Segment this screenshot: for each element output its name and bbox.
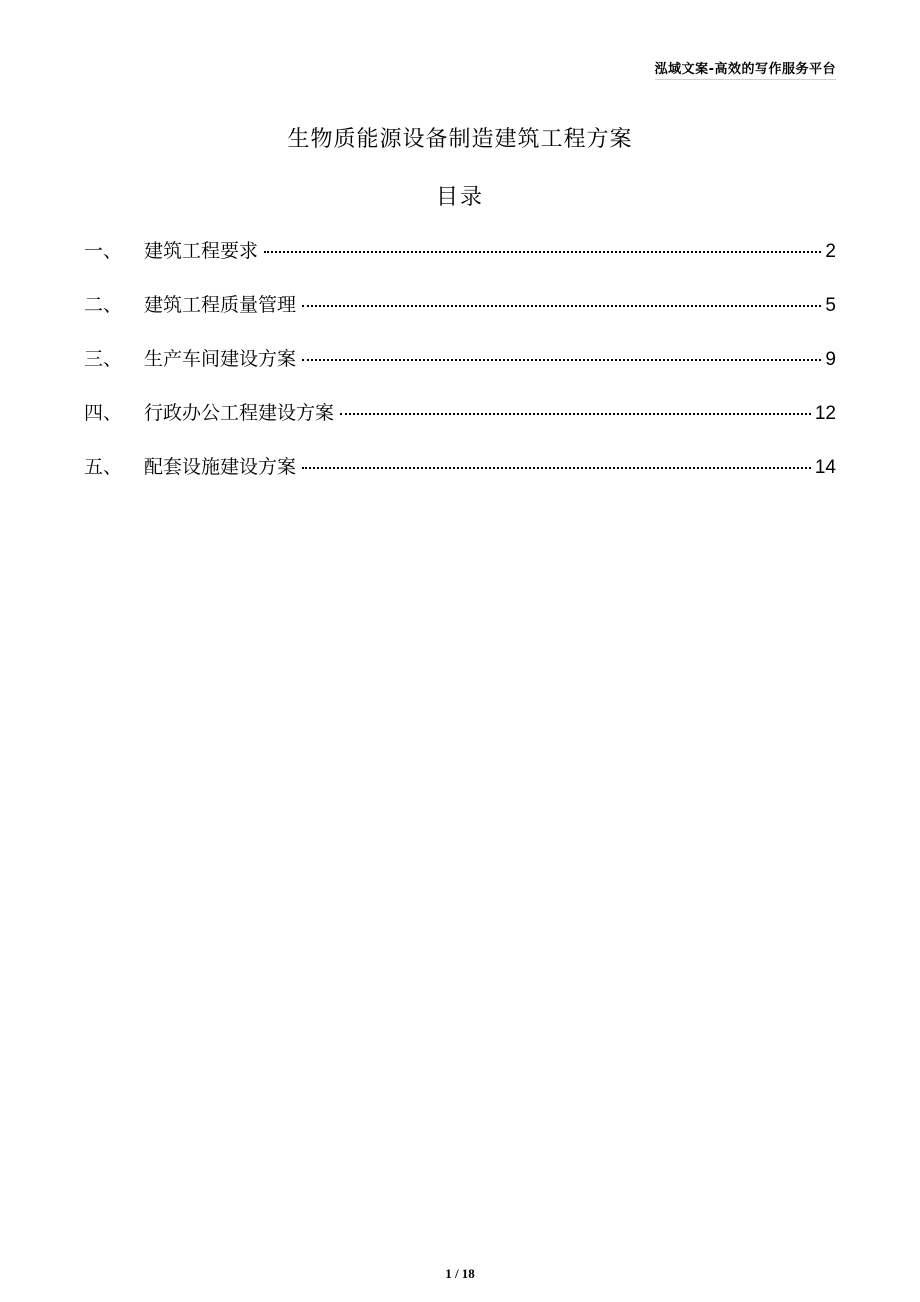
toc-entry-label: 配套设施建设方案 (144, 456, 297, 478)
toc-entry-5[interactable] (84, 452, 836, 506)
toc-dot-leader (302, 359, 821, 361)
page-indicator: 1 / 18 (445, 1266, 475, 1281)
toc-entry-label: 建筑工程质量管理 (144, 294, 297, 316)
toc-dot-leader (302, 467, 811, 469)
toc-entry-2[interactable] (84, 290, 836, 344)
toc-entry-page: 9 (825, 349, 836, 370)
header-brand: 泓域文案-高效的写作服务平台 (655, 58, 836, 80)
table-of-contents (84, 236, 836, 506)
toc-heading: 目录 (435, 185, 484, 210)
toc-entry-label: 建筑工程要求 (144, 240, 259, 262)
toc-entry-1[interactable] (84, 236, 836, 290)
toc-entry-number: 一、 (84, 240, 123, 262)
toc-entry-label: 生产车间建设方案 (144, 348, 297, 370)
toc-entry-number: 四、 (84, 402, 123, 424)
toc-entry-page: 12 (814, 403, 836, 424)
toc-entry-page: 2 (825, 241, 836, 262)
toc-entry-label: 行政办公工程建设方案 (144, 402, 335, 424)
toc-entry-page: 5 (825, 295, 836, 316)
toc-dot-leader (264, 251, 821, 253)
toc-entry-3[interactable] (84, 344, 836, 398)
document-title: 生物质能源设备制造建筑工程方案 (287, 127, 633, 152)
toc-entry-4[interactable] (84, 398, 836, 452)
toc-entry-number: 二、 (84, 294, 123, 316)
toc-dot-leader (302, 305, 821, 307)
toc-entry-number: 五、 (84, 456, 123, 478)
toc-dot-leader (340, 413, 811, 415)
toc-entry-number: 三、 (84, 348, 123, 370)
toc-entry-page: 14 (814, 457, 836, 478)
